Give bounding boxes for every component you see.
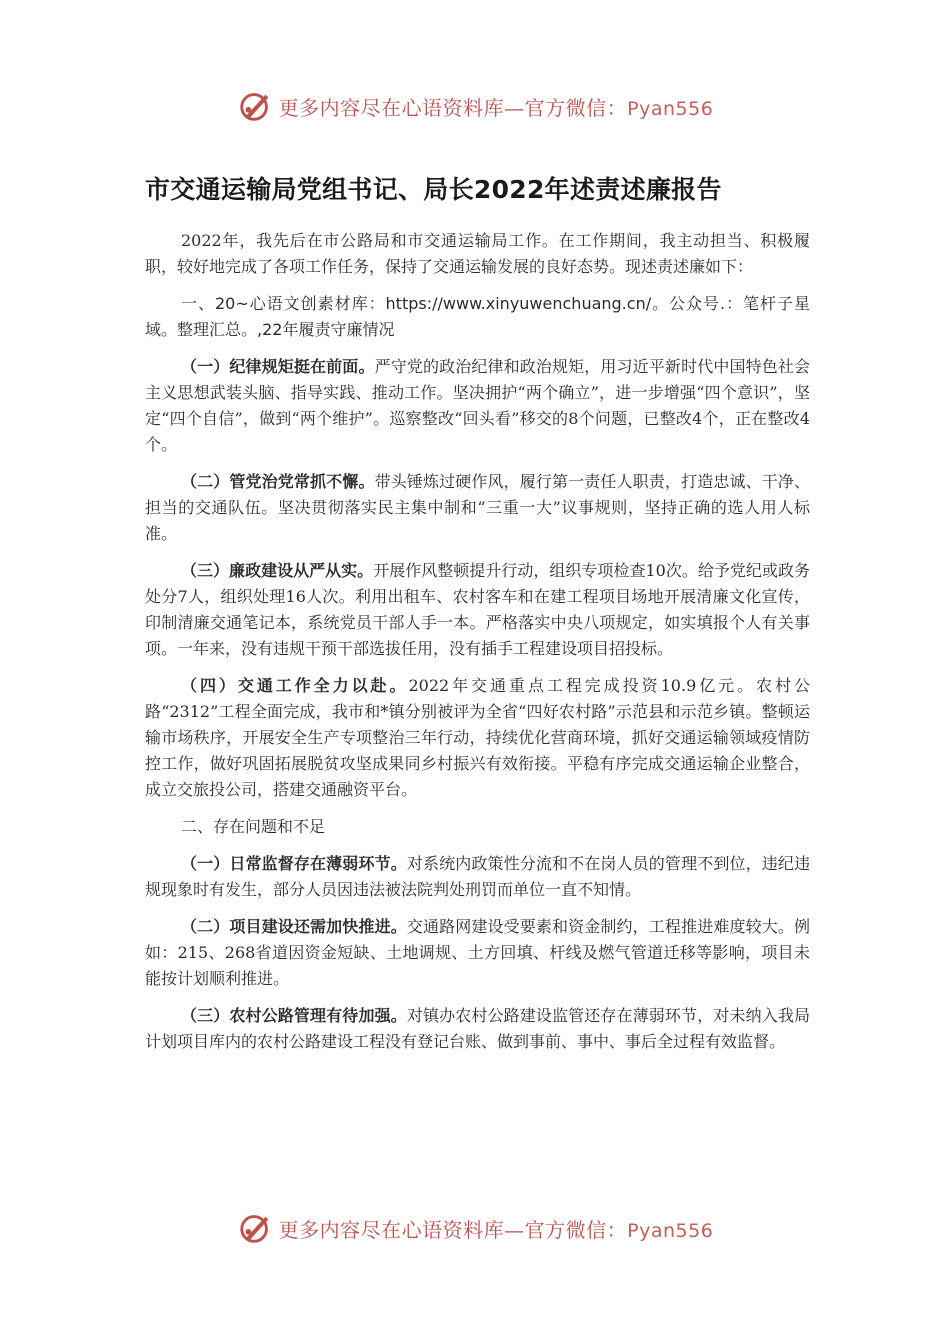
wechat-id: Pyan556 bbox=[627, 97, 714, 120]
paragraph-rural-roads: （三）农村公路管理有待加强。对镇办农村公路建设监管还存在薄弱环节，对未纳入我局计划项目库内的农村公路建设工程没有登记台账、做到事前、事中、事后全过程有效监督。 bbox=[145, 1006, 810, 1051]
paragraph-projects: （二）项目建设还需加快推进。交通路网建设受要素和资金制约，工程推进难度较大。例如：215、268省道因资金短缺、土地调规、土方回填、杆线及燃气管道迁移等影响，项目未能按计划顺利推进。 bbox=[145, 917, 810, 988]
paragraph-integrity: （三）廉政建设从严从实。开展作风整顿提升行动，组织专项检查10次。给予党纪或政务处分7人，组织处理16人次。利用出租车、农村客车和在建工程项目场地开展清廉文化宣传，印制清廉交通笔记本，系统党员干部人手一本。严格落实中央八项规定，如实填报个人有关事项。一年来，没有违规干预干部选拔任用，没有插手工程建设项目招投标。 bbox=[145, 561, 810, 658]
brush-logo-icon bbox=[237, 1209, 275, 1247]
paragraph-transport-work: （四）交通工作全力以赴。2022年交通重点工程完成投资10.9亿元。农村公路“2312”工程全面完成，我市和*镇分别被评为全省“四好农村路”示范县和示范乡镇。整顿运输市场秩序，开展安全生产专项整治三年行动，持续优化营商环境，抓好交通运输领域疫情防控工作，做好巩固拓展脱贫攻坚成果同乡村振兴有效衔接。平稳有序完成交通运输企业整合，成立交旅投公司，搭建交通融资平台。 bbox=[145, 676, 810, 799]
document-title: 市交通运输局党组书记、局长2022年述责述廉报告 bbox=[145, 175, 722, 204]
header-banner bbox=[0, 86, 950, 126]
paragraph-party-governance: （二）管党治党常抓不懈。带头锤炼过硬作风，履行第一责任人职责，打造忠诚、干净、担当的交通队伍。坚决贯彻落实民主集中制和“三重一大”议事规则，坚持正确的选人用人标准。 bbox=[145, 472, 810, 543]
brush-logo-icon bbox=[237, 87, 275, 125]
wechat-id: Pyan556 bbox=[627, 1219, 714, 1242]
banner-label: 更多内容尽在心语资料库—官方微信：Pyan556 bbox=[278, 95, 714, 120]
section-heading-2: 二、存在问题和不足 bbox=[181, 817, 326, 836]
paragraph-intro: 2022年，我先后在市公路局和市交通运输局工作。在工作期间，我主动担当、积极履职，较好地完成了各项工作任务，保持了交通运输发展的良好态势。现述责述廉如下： bbox=[145, 231, 810, 276]
banner-label: 更多内容尽在心语资料库—官方微信：Pyan556 bbox=[278, 1217, 714, 1242]
document-body bbox=[145, 170, 810, 1066]
section-heading-1: 一、20~心语文创素材库：https://www.xinyuwenchuang.cn/。公众号.：笔杆子星域。整理汇总。,22年履责守廉情况 bbox=[145, 294, 810, 339]
footer-banner bbox=[0, 1208, 950, 1248]
paragraph-discipline: （一）纪律规矩挺在前面。严守党的政治纪律和政治规矩，用习近平新时代中国特色社会主义思想武装头脑、指导实践、推动工作。坚决拥护“两个确立”，进一步增强“四个意识”，坚定“四个自信”，做到“两个维护”。巡察整改“回头看”移交的8个问题，已整改4个，正在整改4个。 bbox=[145, 357, 810, 454]
paragraph-supervision: （一）日常监督存在薄弱环节。对系统内政策性分流和不在岗人员的管理不到位，违纪违规现象时有发生，部分人员因违法被法院判处刑罚而单位一直不知情。 bbox=[145, 854, 810, 899]
